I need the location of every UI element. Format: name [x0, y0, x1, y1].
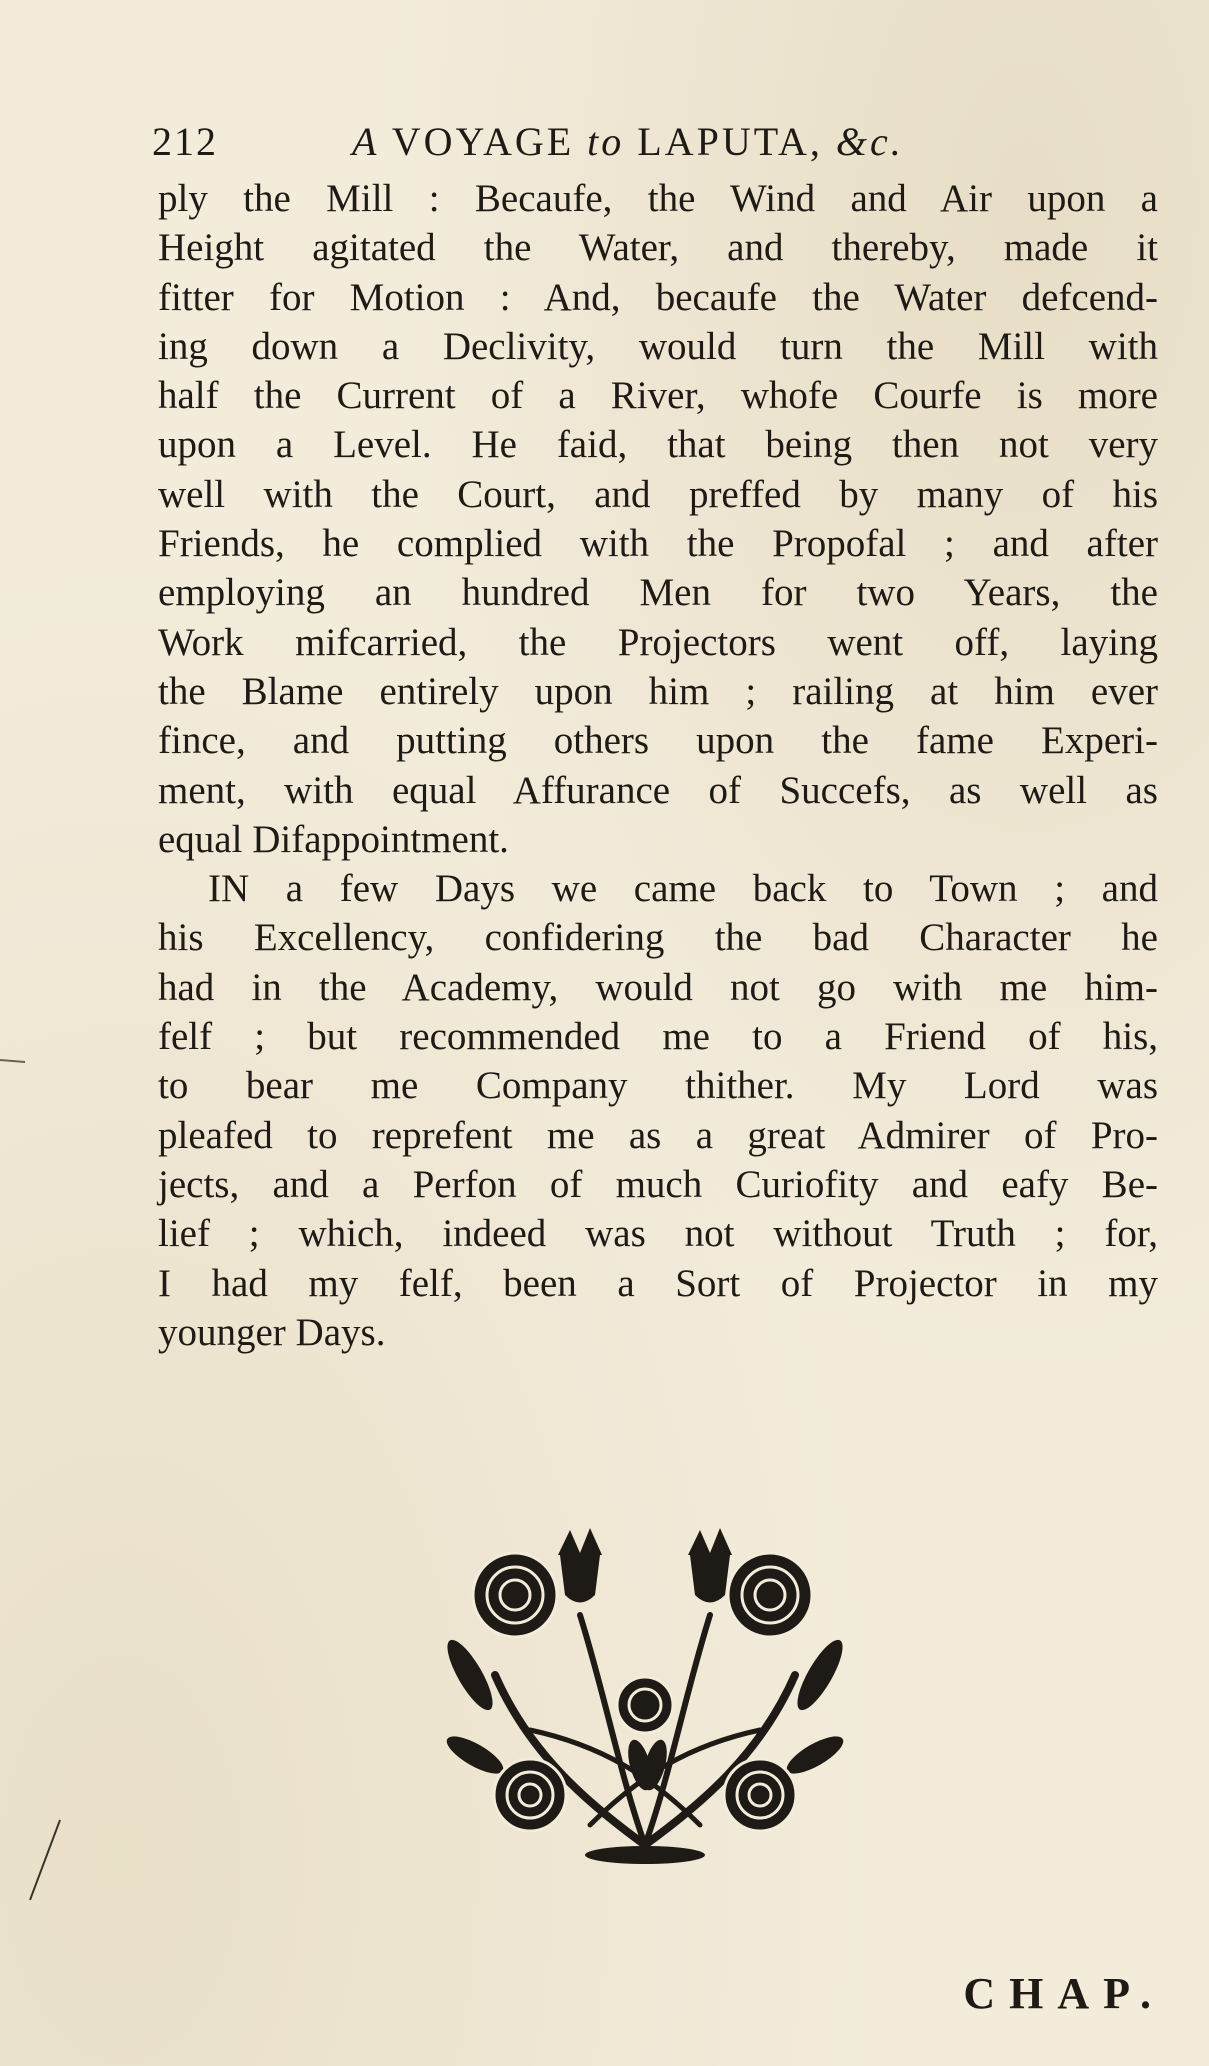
catchword: CHAP. [963, 1969, 1165, 2018]
text-line: fince, and putting others upon the fame Experi- [158, 719, 1158, 763]
running-header [152, 118, 952, 168]
title-place: LAPUTA, [637, 119, 823, 164]
text-line: his Excellency, confidering the bad Character he [158, 916, 1158, 960]
running-title [352, 118, 904, 165]
text-line: half the Current of a River, whofe Courfe is more [158, 374, 1158, 418]
text-line: ing down a Declivity, would turn the Mill with [158, 324, 1158, 368]
text-line: upon a Level. He faid, that being then not very [158, 423, 1158, 467]
rose-and-thistle-icon [440, 1525, 850, 1865]
title-voyage: VOYAGE [391, 119, 575, 164]
text-line: I had my felf, been a Sort of Projector in my [158, 1261, 1158, 1305]
text-line: IN a few Days we came back to Town ; and [208, 867, 1158, 911]
text-line: jects, and a Perfon of much Curiofity and eafy Be- [158, 1162, 1158, 1206]
text-line: fitter for Motion : And, becaufe the Water defcend- [158, 275, 1158, 319]
paragraph-2 [158, 864, 1158, 1357]
text-line: equal Difappointment. [158, 817, 509, 861]
text-line: lief ; which, indeed was not without Truth ; for, [158, 1212, 1158, 1256]
paragraph-1 [158, 174, 1158, 864]
text-line: well with the Court, and preffed by many of his [158, 472, 1158, 516]
text-line: to bear me Company thither. My Lord was [158, 1064, 1158, 1108]
title-article: A [352, 119, 380, 164]
body-text [158, 174, 1158, 1357]
text-line: the Blame entirely upon him ; railing at him ever [158, 669, 1158, 713]
text-line: Friends, he complied with the Propofal ; and after [158, 522, 1158, 566]
text-line: younger Days. [158, 1310, 386, 1354]
text-line: had in the Academy, would not go with me him- [158, 965, 1158, 1009]
text-line: ment, with equal Affurance of Succefs, as well as [158, 768, 1158, 812]
text-line: felf ; but recommended me to a Friend of his, [158, 1015, 1158, 1059]
title-to: to [587, 119, 625, 164]
title-etc: &c. [835, 119, 904, 164]
text-line: employing an hundred Men for two Years, the [158, 571, 1158, 615]
page-number: 212 [152, 119, 218, 164]
text-line: pleafed to reprefent me as a great Admirer of Pro- [158, 1113, 1158, 1157]
text-line: ply the Mill : Becaufe, the Wind and Air upon a [158, 177, 1158, 220]
text-line: Work mifcarried, the Projectors went off, laying [158, 620, 1158, 664]
text-line: Height agitated the Water, and thereby, made it [158, 226, 1158, 270]
